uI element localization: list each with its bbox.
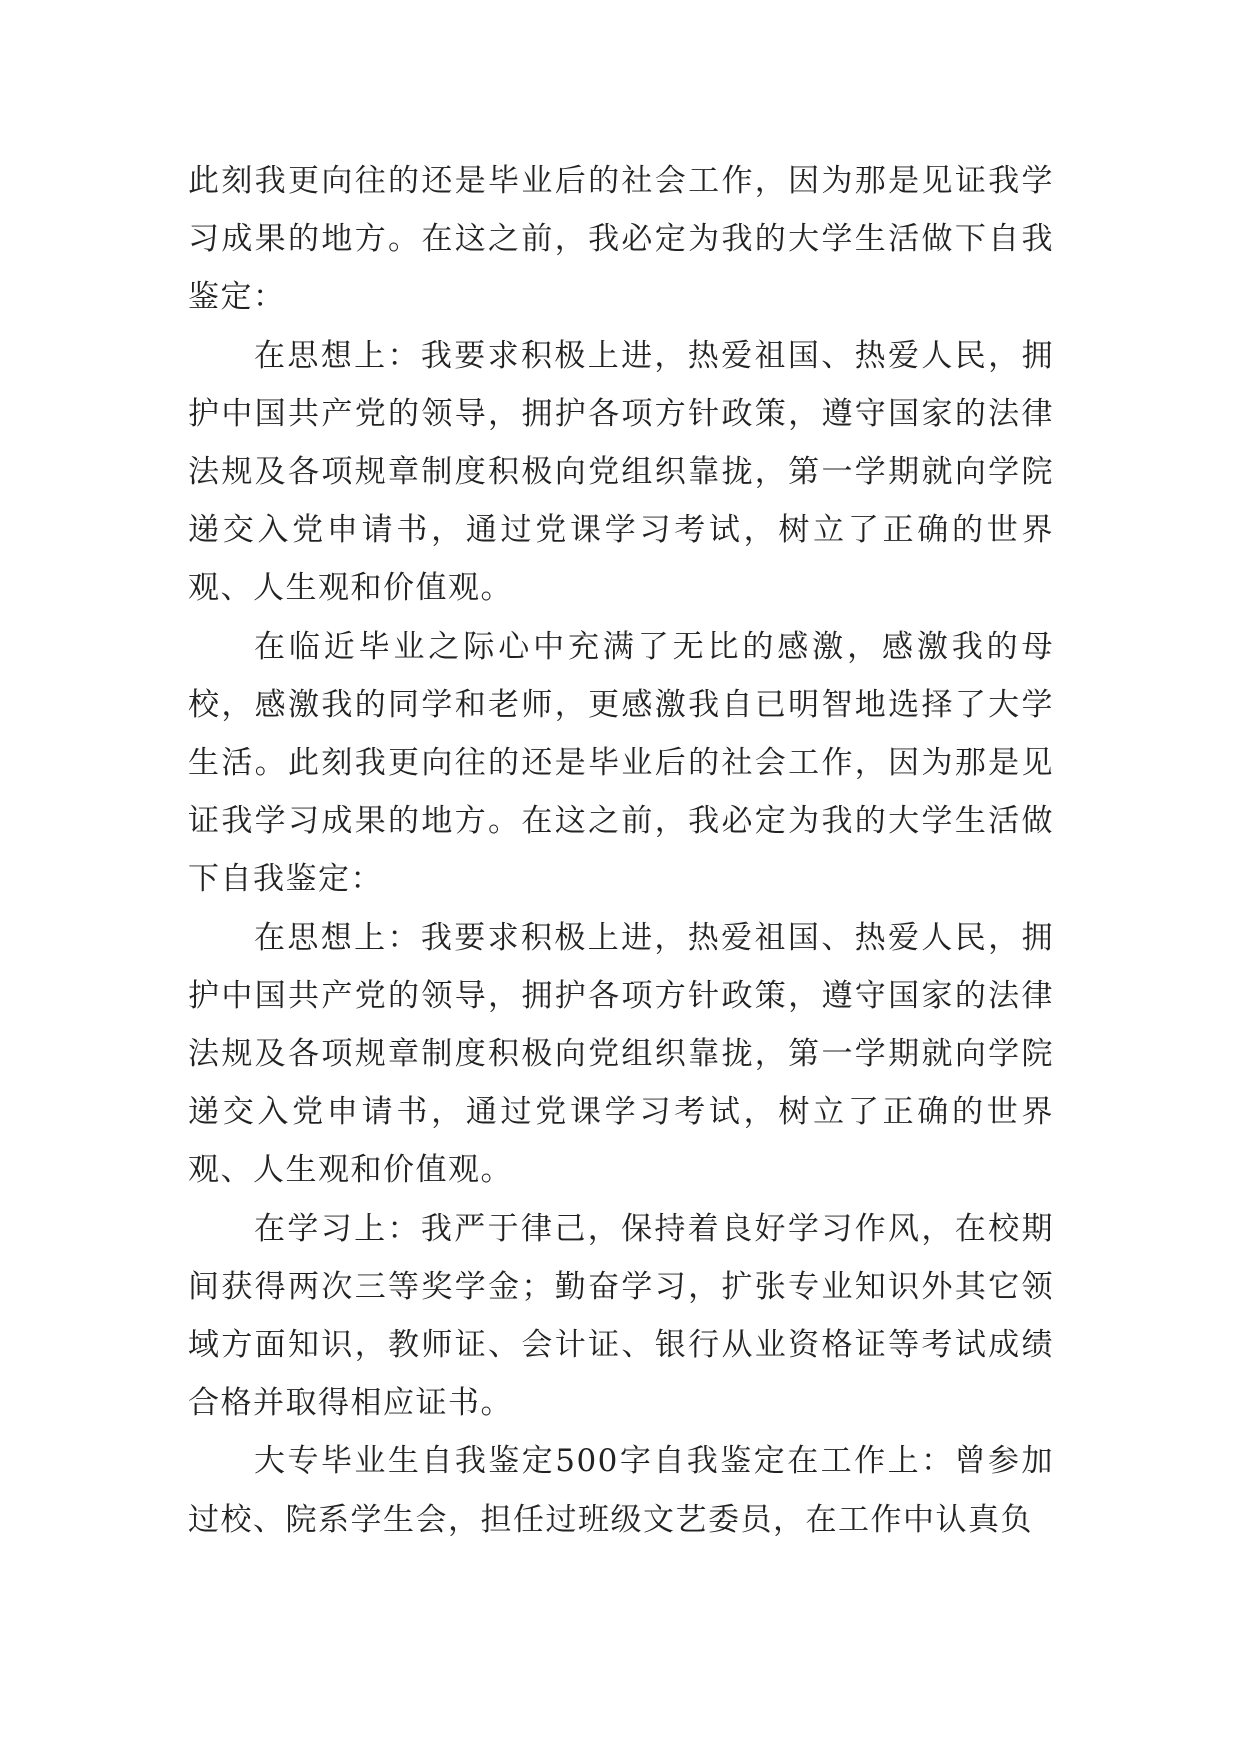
paragraph: 在学习上：我严于律己，保持着良好学习作风，在校期间获得两次三等奖学金；勤奋学习，扩张专业知识外其它领域方面知识，教师证、会计证、银行从业资格证等考试成绩合格并取得相应证书。: [188, 1210, 1054, 1422]
paragraph: 在思想上：我要求积极上进，热爱祖国、热爱人民，拥护中国共产党的领导，拥护各项方针政策，遵守国家的法律法规及各项规章制度积极向党组织靠拢，第一学期就向学院递交入党申请书，通过党课学习考试，树立了正确的世界观、人生观和价值观。: [188, 337, 1054, 607]
paragraph: 在思想上：我要求积极上进，热爱祖国、热爱人民，拥护中国共产党的领导，拥护各项方针政策，遵守国家的法律法规及各项规章制度积极向党组织靠拢，第一学期就向学院递交入党申请书，通过党课学习考试，树立了正确的世界观、人生观和价值观。: [188, 919, 1054, 1189]
document-body: [188, 152, 1054, 1549]
paragraph: 在临近毕业之际心中充满了无比的感激，感激我的母校，感激我的同学和老师，更感激我自已明智地选择了大学生活。此刻我更向往的还是毕业后的社会工作，因为那是见证我学习成果的地方。在这之前，我必定为我的大学生活做下自我鉴定：: [188, 628, 1054, 898]
paragraph: 大专毕业生自我鉴定500字自我鉴定在工作上：曾参加过校、院系学生会，担任过班级文艺委员，在工作中认真负: [188, 1443, 1054, 1538]
paragraph: 此刻我更向往的还是毕业后的社会工作，因为那是见证我学习成果的地方。在这之前，我必定为我的大学生活做下自我鉴定：: [188, 163, 1054, 316]
